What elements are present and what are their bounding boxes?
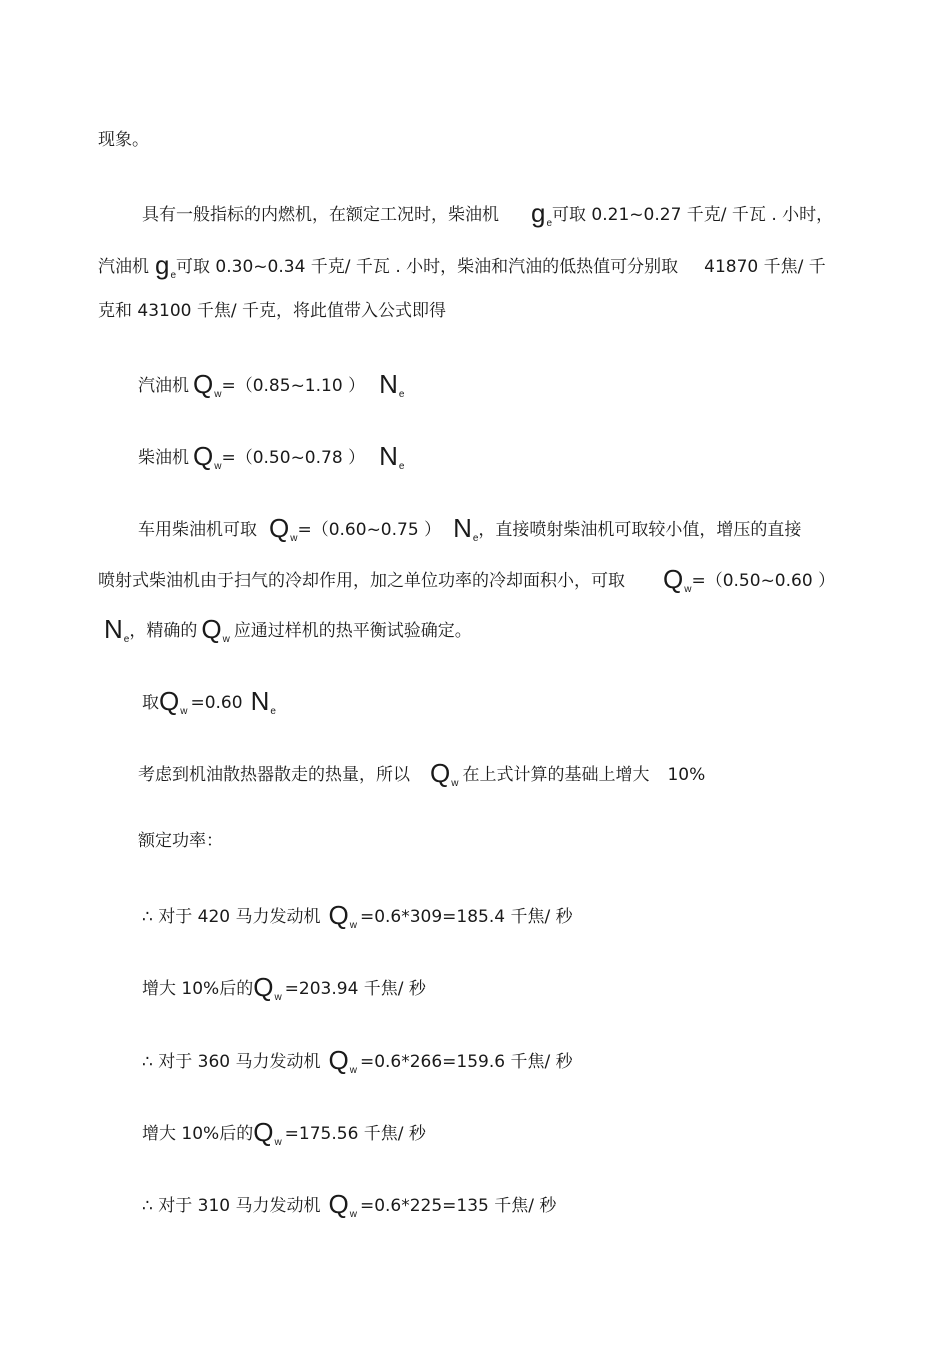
subscript-w: w (214, 389, 222, 400)
symbol-Q: Q (328, 1045, 349, 1075)
symbol-Q: Q (193, 441, 214, 471)
subscript-e: e (270, 706, 276, 717)
text-line (98, 299, 446, 323)
subscript-w: w (349, 1209, 357, 1220)
text-line (138, 829, 223, 853)
subscript-e: e (546, 218, 553, 229)
subscript-e: e (398, 461, 405, 472)
text: 在上式计算的基础上增大 (462, 765, 650, 785)
text: =0.6*225=135 千焦/ 秒 (359, 1196, 557, 1216)
text: 10% (667, 765, 706, 785)
symbol-N: N (104, 614, 123, 644)
subscript-e: e (123, 634, 130, 645)
text: =0.6*309=185.4 千焦/ 秒 (359, 907, 573, 927)
text-line (142, 1190, 556, 1221)
text: 增大 10%后的 (142, 979, 254, 999)
text: 可取 0.30~0.34 千克/ 千瓦 . 小时，柴油和汽油的低热值可分别取 (176, 257, 679, 277)
symbol-Q: Q (430, 758, 451, 788)
text: 现象。 (98, 130, 149, 150)
text-line (138, 370, 404, 401)
text: =（0.50~0.78 ） (221, 448, 366, 468)
symbol-g: g (155, 250, 170, 280)
text: =0.6*266=159.6 千焦/ 秒 (359, 1052, 573, 1072)
symbol-Q: Q (269, 513, 290, 543)
text-line (142, 687, 276, 718)
text: 应通过样机的热平衡试验确定。 (233, 621, 472, 641)
symbol-Q: Q (253, 1117, 274, 1147)
text: 增大 10%后的 (142, 1124, 254, 1144)
subscript-w: w (684, 584, 692, 595)
subscript-w: w (274, 992, 282, 1003)
text: 取 (142, 693, 159, 713)
text: 考虑到机油散热器散走的热量，所以 (138, 765, 410, 785)
text: =（0.85~1.10 ） (221, 376, 366, 396)
subscript-w: w (290, 533, 298, 544)
text: =（0.60~0.75 ） (297, 520, 442, 540)
text-line (142, 901, 573, 932)
subscript-e: e (472, 533, 479, 544)
subscript-w: w (222, 634, 230, 645)
text: 41870 千焦/ 千 (704, 257, 826, 277)
text-line (142, 1118, 426, 1149)
text: 柴油机 (138, 448, 189, 468)
text: ，精确的 (129, 621, 198, 641)
text: ∴ 对于 360 马力发动机 (142, 1052, 321, 1072)
text: =（0.50~0.60 ） (691, 571, 836, 591)
text: ∴ 对于 310 马力发动机 (142, 1196, 321, 1216)
text-line (142, 973, 426, 1004)
subscript-w: w (180, 706, 188, 717)
subscript-w: w (349, 1065, 357, 1076)
text: 额定功率： (138, 831, 223, 851)
text: =175.56 千焦/ 秒 (284, 1124, 426, 1144)
subscript-w: w (214, 461, 222, 472)
subscript-w: w (451, 778, 459, 789)
text: =203.94 千焦/ 秒 (284, 979, 426, 999)
text-line (138, 442, 404, 473)
symbol-Q: Q (663, 564, 684, 594)
text-line (142, 1046, 573, 1077)
text: ，直接喷射柴油机可取较小值，增压的直接 (478, 520, 802, 540)
text: 具有一般指标的内燃机，在额定工况时，柴油机 (142, 205, 499, 225)
symbol-Q: Q (253, 972, 274, 1002)
text: ∴ 对于 420 马力发动机 (142, 907, 321, 927)
symbol-N: N (250, 686, 270, 716)
symbol-Q: Q (201, 614, 222, 644)
text: 汽油机 (98, 257, 149, 277)
subscript-w: w (274, 1137, 282, 1148)
subscript-e: e (398, 389, 405, 400)
symbol-N: N (379, 441, 398, 471)
text-line (138, 514, 801, 545)
text: 克和 43100 千焦/ 千克，将此值带入公式即得 (98, 301, 447, 321)
text-line (98, 565, 835, 596)
symbol-Q: Q (328, 900, 349, 930)
symbol-N: N (379, 369, 398, 399)
subscript-w: w (349, 920, 357, 931)
text-line (98, 128, 149, 152)
text-line (138, 759, 705, 790)
symbol-Q: Q (159, 686, 180, 716)
text: =0.60 (190, 693, 243, 713)
symbol-g: g (531, 198, 546, 228)
text: 喷射式柴油机由于扫气的冷却作用，加之单位功率的冷却面积小，可取 (98, 571, 625, 591)
text-line (142, 199, 833, 230)
text: 汽油机 (138, 376, 189, 396)
symbol-Q: Q (193, 369, 214, 399)
symbol-Q: Q (328, 1189, 349, 1219)
text: 车用柴油机可取 (138, 520, 257, 540)
symbol-N: N (453, 513, 472, 543)
text-line (104, 615, 472, 646)
text: 可取 0.21~0.27 千克/ 千瓦 . 小时， (552, 205, 834, 225)
subscript-e: e (170, 270, 177, 281)
text-line (98, 251, 826, 282)
